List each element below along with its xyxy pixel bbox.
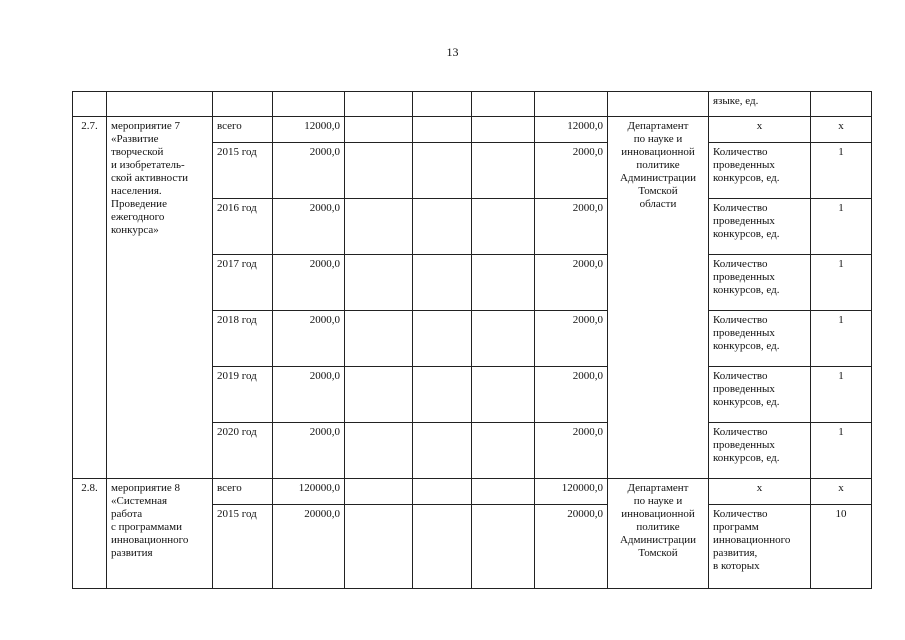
indicator-cell: Количество проведенных конкурсов, ед. [709,367,811,423]
empty-cell [472,199,535,255]
indicator-cell: Количество проведенных конкурсов, ед. [709,311,811,367]
item-number-cell: 2.7. [73,117,107,479]
empty-cell [345,505,413,589]
indicator-value-cell: 1 [811,255,872,311]
indicator-value-cell: х [811,479,872,505]
empty-cell [413,423,472,479]
period-cell: 2017 год [213,255,273,311]
table-row [73,92,872,117]
empty-cell [472,311,535,367]
indicator-cell: х [709,117,811,143]
indicator-value-cell: 1 [811,199,872,255]
empty-cell [345,423,413,479]
empty-cell [608,92,709,117]
empty-cell [345,143,413,199]
empty-cell [413,479,472,505]
period-cell: 2015 год [213,143,273,199]
activity-name-cell: мероприятие 8 «Системная работа с программами инновационного развития [107,479,213,589]
indicator-cell: х [709,479,811,505]
empty-cell [472,423,535,479]
total-amount-cell: 2000,0 [273,143,345,199]
empty-cell [345,367,413,423]
empty-cell [413,367,472,423]
empty-cell [413,311,472,367]
funding-amount-cell: 120000,0 [535,479,608,505]
indicator-cell: Количество программ инновационного развития, в которых [709,505,811,589]
indicator-cell: Количество проведенных конкурсов, ед. [709,423,811,479]
period-cell: 2020 год [213,423,273,479]
funding-amount-cell: 2000,0 [535,255,608,311]
activity-name-cell: мероприятие 7 «Развитие творческой и изобретатель- ской активности населения. Проведение ежегодного конкурса» [107,117,213,479]
period-cell: 2018 год [213,311,273,367]
empty-cell [273,92,345,117]
total-amount-cell: 120000,0 [273,479,345,505]
empty-cell [345,92,413,117]
indicator-value-cell: 10 [811,505,872,589]
empty-cell [345,255,413,311]
empty-cell [811,92,872,117]
funding-amount-cell: 20000,0 [535,505,608,589]
funding-amount-cell: 2000,0 [535,311,608,367]
empty-cell [73,92,107,117]
funding-amount-cell: 2000,0 [535,423,608,479]
empty-cell [345,311,413,367]
indicator-cell: Количество проведенных конкурсов, ед. [709,255,811,311]
indicator-cell: Количество проведенных конкурсов, ед. [709,199,811,255]
empty-cell [345,117,413,143]
funding-amount-cell: 2000,0 [535,367,608,423]
table-row [73,117,872,143]
department-cell: Департамент по науке и инновационной политике Администрации Томской области [608,117,709,479]
budget-table [72,91,872,589]
total-amount-cell: 2000,0 [273,367,345,423]
indicator-cell: Количество проведенных конкурсов, ед. [709,143,811,199]
period-cell: всего [213,117,273,143]
empty-cell [213,92,273,117]
indicator-value-cell: 1 [811,143,872,199]
empty-cell [413,199,472,255]
table-row [73,479,872,505]
indicator-value-cell: 1 [811,311,872,367]
empty-cell [472,367,535,423]
item-number-cell: 2.8. [73,479,107,589]
funding-amount-cell: 12000,0 [535,117,608,143]
period-cell: всего [213,479,273,505]
total-amount-cell: 20000,0 [273,505,345,589]
empty-cell [413,255,472,311]
empty-cell [535,92,608,117]
period-cell: 2016 год [213,199,273,255]
empty-cell [107,92,213,117]
indicator-value-cell: 1 [811,367,872,423]
total-amount-cell: 2000,0 [273,255,345,311]
department-cell: Департамент по науке и инновационной политике Администрации Томской [608,479,709,589]
period-cell: 2019 год [213,367,273,423]
empty-cell [413,143,472,199]
empty-cell [413,117,472,143]
table-body [73,92,872,589]
total-amount-cell: 12000,0 [273,117,345,143]
total-amount-cell: 2000,0 [273,423,345,479]
empty-cell [345,479,413,505]
total-amount-cell: 2000,0 [273,311,345,367]
indicator-value-cell: х [811,117,872,143]
page-number: 13 [446,45,459,59]
empty-cell [472,117,535,143]
funding-amount-cell: 2000,0 [535,199,608,255]
empty-cell [472,479,535,505]
empty-cell [472,143,535,199]
total-amount-cell: 2000,0 [273,199,345,255]
empty-cell [472,92,535,117]
period-cell: 2015 год [213,505,273,589]
funding-amount-cell: 2000,0 [535,143,608,199]
empty-cell [345,199,413,255]
empty-cell [413,92,472,117]
indicator-cell: языке, ед. [709,92,811,117]
empty-cell [413,505,472,589]
indicator-value-cell: 1 [811,423,872,479]
empty-cell [472,255,535,311]
empty-cell [472,505,535,589]
